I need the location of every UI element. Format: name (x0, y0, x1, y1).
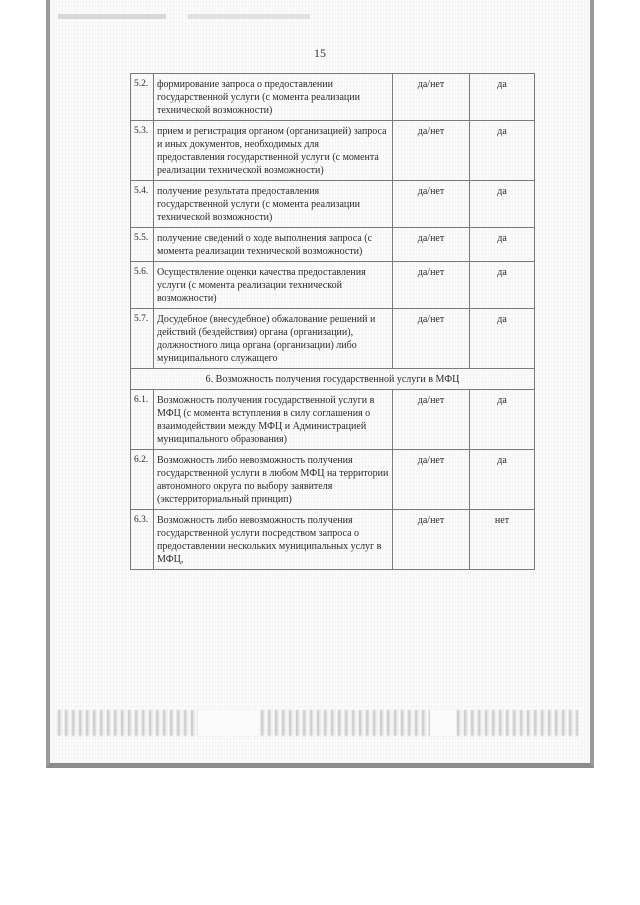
row-description: Возможность получения государственной услуги в МФЦ (с момента вступления в силу соглашения о взаимодействии между МФЦ и Администрацией муниципального образования) (154, 390, 393, 450)
row-options: да/нет (393, 121, 470, 181)
row-number: 6.1. (131, 390, 154, 450)
table-row (131, 510, 535, 570)
page-number: 15 (314, 46, 326, 60)
row-description: получение результата предоставления государственной услуги (с момента реализации технической возможности) (154, 181, 393, 228)
table-row (131, 262, 535, 309)
table-row (131, 74, 535, 121)
row-value: да (470, 450, 535, 510)
row-value: да (470, 181, 535, 228)
table-row (131, 121, 535, 181)
row-options: да/нет (393, 309, 470, 369)
row-value: да (470, 228, 535, 262)
row-description: прием и регистрация органом (организацией) запроса и иных документов, необходимых для предоставления государственной услуги (с момента реализации технической возможности) (154, 121, 393, 181)
row-number: 6.2. (131, 450, 154, 510)
scan-artifact-gap (430, 710, 456, 736)
scan-artifact-gap (198, 710, 258, 736)
row-description: получение сведений о ходе выполнения запроса (с момента реализации технической возможности) (154, 228, 393, 262)
row-value: да (470, 262, 535, 309)
row-options: да/нет (393, 262, 470, 309)
row-number: 6.3. (131, 510, 154, 570)
row-options: да/нет (393, 181, 470, 228)
table-row (131, 309, 535, 369)
row-value: да (470, 121, 535, 181)
row-number: 5.4. (131, 181, 154, 228)
row-description: Досудебное (внесудебное) обжалование решений и действий (бездействия) органа (организации), должностного лица органа (организации) либо муниципального служащего (154, 309, 393, 369)
scan-artifact-bottom (58, 710, 578, 736)
row-number: 5.7. (131, 309, 154, 369)
row-options: да/нет (393, 74, 470, 121)
row-value: нет (470, 510, 535, 570)
row-options: да/нет (393, 228, 470, 262)
table-row (131, 181, 535, 228)
row-options: да/нет (393, 390, 470, 450)
section-header-row (131, 369, 535, 390)
row-number: 5.5. (131, 228, 154, 262)
services-table (130, 73, 535, 570)
table-row (131, 228, 535, 262)
row-value: да (470, 390, 535, 450)
row-description: Осуществление оценки качества предоставления услуги (с момента реализации технической возможности) (154, 262, 393, 309)
section-6-title: 6. Возможность получения государственной услуги в МФЦ (131, 369, 535, 390)
row-number: 5.3. (131, 121, 154, 181)
table-row (131, 450, 535, 510)
row-options: да/нет (393, 510, 470, 570)
row-value: да (470, 309, 535, 369)
row-number: 5.6. (131, 262, 154, 309)
row-number: 5.2. (131, 74, 154, 121)
row-description: Возможность либо невозможность получения государственной услуги в любом МФЦ на территории автономного округа по выбору заявителя (экстерриториальный принцип) (154, 450, 393, 510)
row-value: да (470, 74, 535, 121)
row-description: формирование запроса о предоставлении государственной услуги (с момента реализации технической возможности) (154, 74, 393, 121)
scan-artifact-top (58, 14, 418, 19)
row-options: да/нет (393, 450, 470, 510)
row-description: Возможность либо невозможность получения государственной услуги посредством запроса о предоставлении нескольких муниципальных услуг в МФЦ, (154, 510, 393, 570)
table-row (131, 390, 535, 450)
